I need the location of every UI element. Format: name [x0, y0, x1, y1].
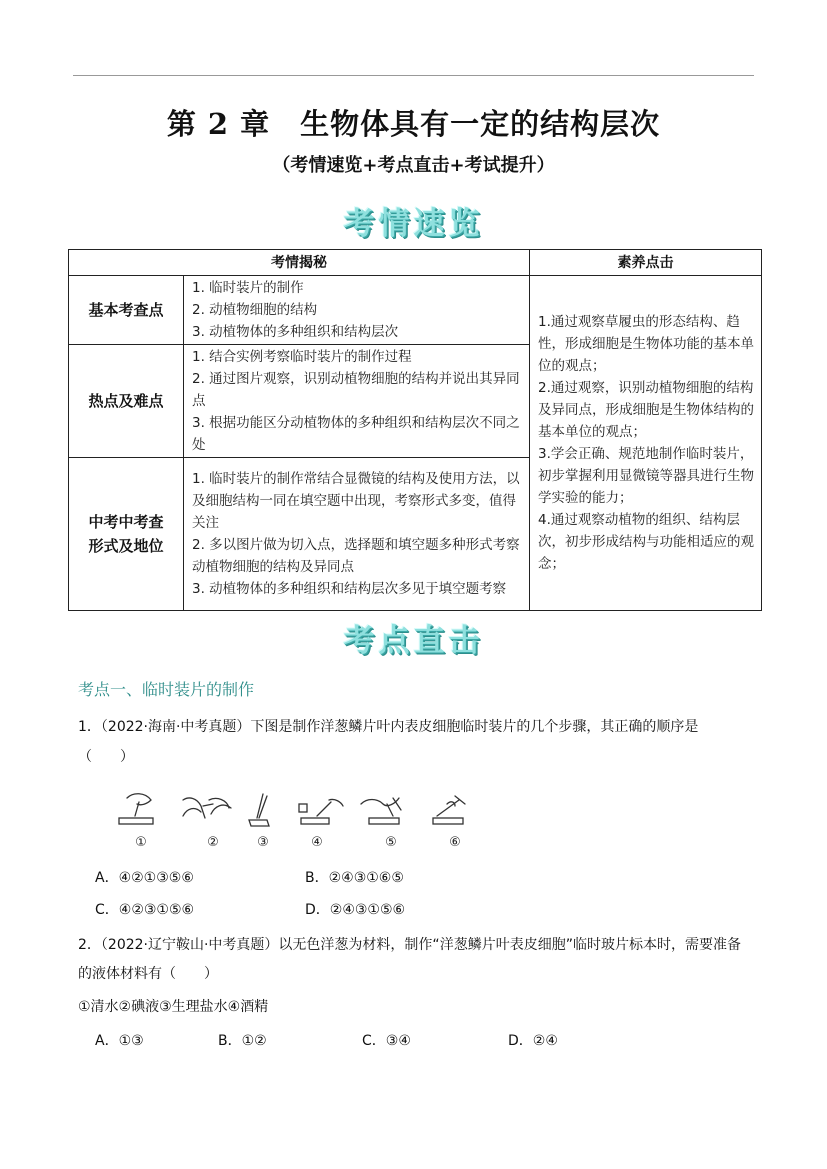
section-title: 考点一、临时装片的制作 — [78, 680, 255, 699]
q2-option-a[interactable]: A．①③ — [95, 1033, 144, 1049]
figure-label: ③ — [257, 835, 269, 850]
col-header-side: 素养点击 — [530, 250, 762, 276]
question-1-blank: （ ） — [78, 749, 134, 765]
option-a[interactable]: A．④②①③⑤⑥ — [95, 870, 194, 886]
row-label-line: 中考中考查 — [88, 513, 164, 531]
banner-overview: 考情速览 — [343, 206, 484, 242]
list-item: 3.学会正确、规范地制作临时装片，初步掌握利用显微镜等器具进行生物学实验的能力； — [538, 446, 754, 506]
list-item: 3. 动植物体的多种组织和结构层次 — [192, 324, 399, 340]
row-items — [184, 276, 530, 345]
list-item: 3. 根据功能区分动植物体的多种组织和结构层次不同之处 — [192, 415, 520, 453]
figure-label: ⑤ — [385, 835, 397, 850]
option-b[interactable]: B．②④③①⑥⑤ — [305, 870, 404, 886]
question-1-stem: 1．（2022·海南·中考真题）下图是制作洋葱鳞片叶内表皮细胞临时装片的几个步骤，其正确的顺序是 — [78, 719, 699, 735]
question-2-materials: ①清水②碘液③生理盐水④酒精 — [78, 999, 269, 1015]
figure-label: ② — [207, 835, 219, 850]
list-item: 1. 临时装片的制作常结合显微镜的结构及使用方法，以及细胞结构一同在填空题中出现，考察形式多变，值得关注 — [192, 471, 520, 531]
literacy-points — [530, 276, 762, 611]
step-2-illustration — [183, 798, 231, 818]
step-3-illustration — [249, 794, 269, 826]
list-item: 2. 动植物细胞的结构 — [192, 302, 318, 318]
list-item: 3. 动植物体的多种组织和结构层次多见于填空题考察 — [192, 581, 507, 597]
list-item: 2. 多以图片做为切入点，选择题和填空题多种形式考察动植物细胞的结构及异同点 — [192, 537, 520, 575]
row-label: 基本考查点 — [69, 276, 184, 345]
row-items — [184, 345, 530, 458]
banner-keypoints: 考点直击 — [343, 623, 484, 659]
step-1-illustration — [119, 794, 153, 824]
row-items — [184, 458, 530, 611]
row-label: 热点及难点 — [69, 345, 184, 458]
option-d[interactable]: D．②④③①⑤⑥ — [305, 902, 406, 918]
figure-label: ④ — [311, 835, 323, 850]
step-4-illustration — [299, 799, 343, 824]
figure-label: ⑥ — [449, 835, 461, 850]
row-label-line: 形式及地位 — [88, 537, 164, 555]
list-item: 1. 临时装片的制作 — [192, 280, 304, 296]
step-5-illustration — [361, 798, 401, 824]
list-item: 1. 结合实例考察临时装片的制作过程 — [192, 349, 412, 365]
procedure-figure — [117, 790, 487, 850]
figure-label: ① — [135, 835, 147, 850]
overview-table — [68, 249, 762, 611]
header-rule — [73, 75, 754, 76]
q2-option-b[interactable]: B．①② — [218, 1033, 267, 1049]
step-6-illustration — [433, 796, 465, 824]
table-header-row — [69, 250, 762, 276]
list-item: 4.通过观察动植物的组织、结构层次，初步形成结构与功能相适应的观念； — [538, 512, 754, 572]
question-2-stem-cont: 的液体材料有（ ） — [78, 966, 218, 982]
question-2-stem: 2．（2022·辽宁鞍山·中考真题）以无色洋葱为材料，制作“洋葱鳞片叶表皮细胞”临时玻片标本时，需要准备 — [78, 937, 741, 953]
row-label — [69, 458, 184, 611]
page-title: 第 2 章 生物体具有一定的结构层次 — [166, 107, 661, 141]
list-item: 2. 通过图片观察，识别动植物细胞的结构并说出其异同点 — [192, 371, 520, 409]
list-item: 2.通过观察，识别动植物细胞的结构及异同点，形成细胞是生物体结构的基本单位的观点； — [538, 380, 754, 440]
q2-option-c[interactable]: C．③④ — [362, 1033, 411, 1049]
table-row — [69, 276, 762, 345]
q2-option-d[interactable]: D．②④ — [508, 1033, 558, 1049]
col-header-main: 考情揭秘 — [69, 250, 530, 276]
page-subtitle: （考情速览+考点直击+考试提升） — [272, 155, 555, 176]
list-item: 1.通过观察草履虫的形态结构、趋性，形成细胞是生物体功能的基本单位的观点； — [538, 314, 754, 374]
option-c[interactable]: C．④②③①⑤⑥ — [95, 902, 195, 918]
